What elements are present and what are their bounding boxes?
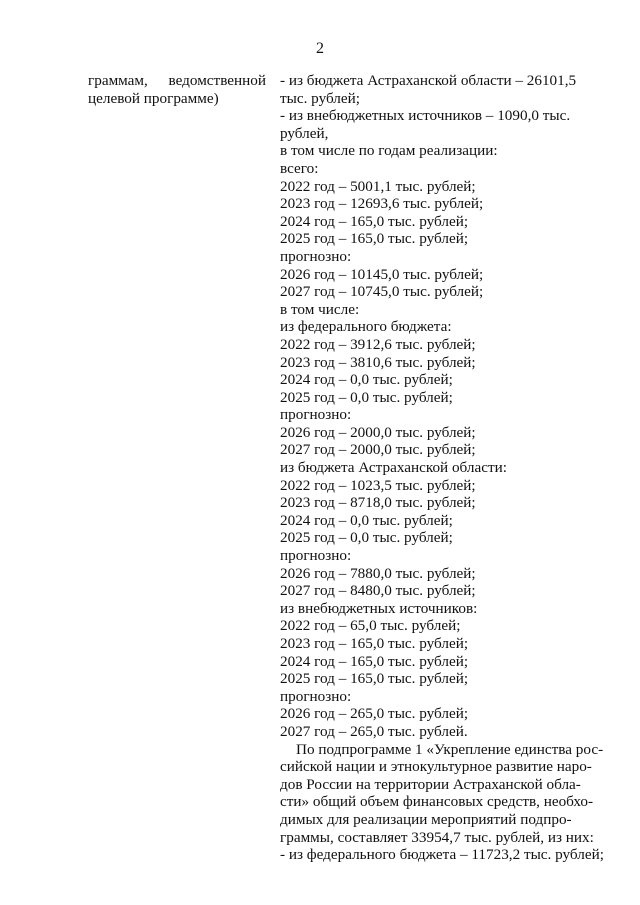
total-line: 2025 год – 165,0 тыс. рублей; [280, 230, 469, 248]
subprogram-line: - из федерального бюджета – 11723,2 тыс. рублей; [280, 846, 604, 864]
intro-line-1-cont: тыс. рублей; [280, 89, 360, 107]
extrabudget-line: 2025 год – 165,0 тыс. рублей; [280, 670, 469, 688]
forecast-label: прогнозно: [280, 406, 352, 424]
federal-line: 2024 год – 0,0 тыс. рублей; [280, 371, 453, 389]
regional-line: 2022 год – 1023,5 тыс. рублей; [280, 476, 476, 494]
regional-line: 2024 год – 0,0 тыс. рублей; [280, 511, 453, 529]
forecast-label: прогнозно: [280, 247, 352, 265]
intro-line-2 [280, 107, 598, 125]
subprogram-line: граммы, составляет 33954,7 тыс. рублей, из них: [280, 828, 594, 846]
extrabudget-forecast-line: 2026 год – 265,0 тыс. рублей; [280, 705, 469, 723]
left-column-line-2: целевой программе) [88, 89, 219, 107]
regional-line: 2023 год – 8718,0 тыс. рублей; [280, 494, 476, 512]
regional-line: 2025 год – 0,0 тыс. рублей; [280, 529, 453, 547]
total-line: 2024 год – 165,0 тыс. рублей; [280, 212, 469, 230]
intro-line-3: в том числе по годам реализации: [280, 142, 498, 160]
total-line: 2023 год – 12693,6 тыс. рублей; [280, 195, 484, 213]
intro-line-2-cont: рублей, [280, 124, 329, 142]
federal-forecast-line: 2027 год – 2000,0 тыс. рублей; [280, 441, 476, 459]
total-line: 2022 год – 5001,1 тыс. рублей; [280, 177, 476, 195]
total-forecast-line: 2026 год – 10145,0 тыс. рублей; [280, 265, 484, 283]
extrabudget-line: 2023 год – 165,0 тыс. рублей; [280, 635, 469, 652]
federal-line: 2023 год – 3810,6 тыс. рублей; [280, 353, 476, 371]
extrabudget-forecast-line: 2027 год – 265,0 тыс. рублей. [280, 722, 468, 740]
total-label: всего: [280, 159, 319, 177]
regional-forecast-line: 2026 год – 7880,0 тыс. рублей; [280, 564, 476, 582]
left-column-word-2: ведомственной [168, 72, 266, 89]
including-label: в том числе: [280, 300, 360, 318]
total-forecast-line: 2027 год – 10745,0 тыс. рублей; [280, 283, 484, 301]
left-column-line-1 [88, 72, 266, 90]
regional-forecast-line: 2027 год – 8480,0 тыс. рублей; [280, 582, 476, 600]
intro-line-1-text: - из бюджета Астраханской области – 26101,5 [280, 72, 577, 89]
left-column [88, 72, 266, 107]
federal-forecast-line: 2026 год – 2000,0 тыс. рублей; [280, 423, 476, 441]
left-column-word-1: граммам, [88, 72, 148, 89]
forecast-label: прогнозно: [280, 547, 352, 565]
page-number: 2 [316, 40, 324, 57]
subprogram-line: По подпрограмме 1 «Укрепление единства рос- [296, 740, 604, 758]
federal-label: из федерального бюджета: [280, 318, 452, 336]
regional-label: из бюджета Астраханской области: [280, 459, 507, 477]
subprogram-paragraph [280, 740, 604, 864]
extrabudget-label: из внебюджетных источников: [280, 599, 478, 617]
intro-line-2-text: - из внебюджетных источников – 1090,0 тыс. [280, 107, 571, 125]
federal-line: 2025 год – 0,0 тыс. рублей; [280, 388, 453, 406]
subprogram-line: дов России на территории Астраханской обла- [280, 775, 581, 793]
forecast-label: прогнозно: [280, 687, 352, 705]
subprogram-line: сти» общий объем финансовых средств, необхо- [280, 793, 593, 811]
right-column [280, 72, 604, 864]
subprogram-line: димых для реализации мероприятий подпро- [280, 810, 572, 828]
intro-line-1 [280, 72, 598, 90]
extrabudget-line: 2022 год – 65,0 тыс. рублей; [280, 617, 461, 635]
extrabudget-line: 2024 год – 165,0 тыс. рублей; [280, 652, 469, 670]
subprogram-line: сийской нации и этнокультурное развитие наро- [280, 758, 592, 776]
federal-line: 2022 год – 3912,6 тыс. рублей; [280, 335, 476, 353]
